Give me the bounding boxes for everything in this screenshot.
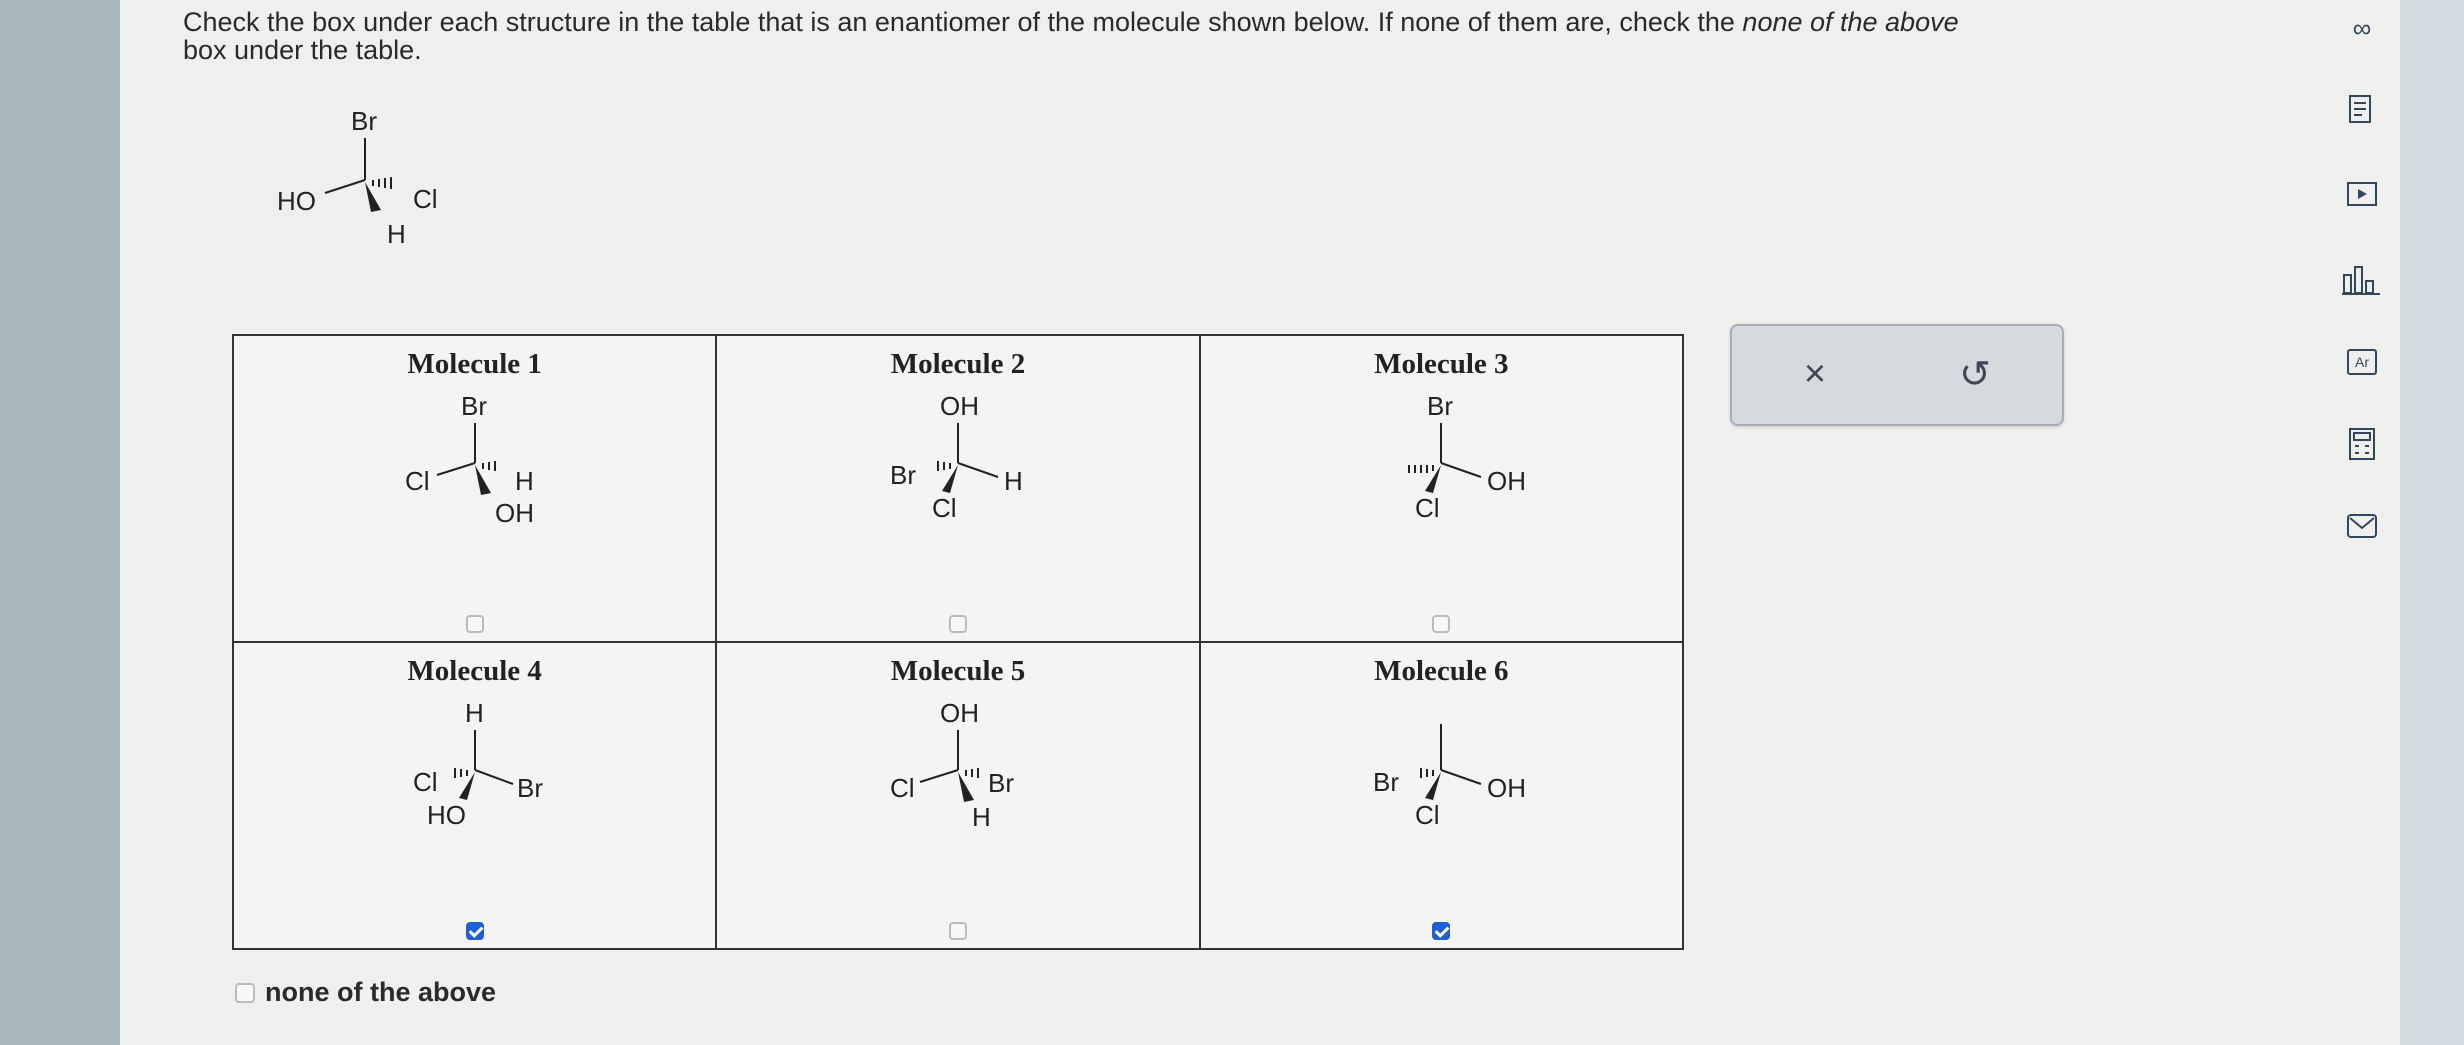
mol5-bottom: H	[971, 802, 991, 832]
undo-button[interactable]	[1947, 346, 2003, 402]
mail-icon[interactable]	[2340, 508, 2384, 544]
mol5-left: Cl	[889, 773, 915, 803]
background-left-strip	[0, 0, 120, 1045]
molecule-3-structure	[1341, 387, 1541, 527]
molecule-3-checkbox[interactable]	[1432, 615, 1450, 633]
molecule-cell-3	[1200, 335, 1683, 642]
calculator-icon-svg	[2347, 427, 2377, 461]
molecule-title-5: Molecule 5	[890, 655, 1026, 687]
answer-actions	[1730, 324, 2064, 426]
mol3-top: Br	[1427, 391, 1454, 421]
molecule-cell-5	[716, 642, 1199, 949]
periodic-table-box	[2347, 349, 2377, 375]
molecule-4-structure	[375, 694, 575, 834]
close-icon: ×	[1803, 352, 1827, 395]
reference-molecule	[265, 100, 485, 260]
mol2-bottom: Cl	[931, 493, 957, 523]
mol4-left: Cl	[412, 767, 438, 797]
none-of-above-checkbox[interactable]	[235, 983, 255, 1003]
periodic-table-label: Ar	[2355, 354, 2369, 370]
molecule-cell-1	[233, 335, 716, 642]
molecule-cell-2	[716, 335, 1199, 642]
video-icon[interactable]	[2340, 176, 2384, 212]
mol1-left: Cl	[404, 466, 430, 496]
molecule-6-checkbox[interactable]	[1432, 922, 1450, 940]
mol6-left: Br	[1373, 767, 1400, 797]
mail-icon-svg	[2346, 512, 2378, 540]
undo-icon: ↺	[1959, 353, 1991, 396]
instructions-text: Check the box under each structure in the table that is an enantiomer of the molecule shown below. If none of them are, check the	[183, 7, 1743, 37]
tool-rail	[2400, 0, 2464, 1045]
mol1-bottom: OH	[494, 498, 534, 527]
molecule-2-checkbox[interactable]	[949, 615, 967, 633]
question-instructions	[183, 8, 2243, 64]
notes-icon-svg	[2347, 94, 2377, 126]
molecule-cell-6	[1200, 642, 1683, 949]
mol4-top: H	[464, 698, 484, 728]
video-icon-svg	[2346, 181, 2378, 207]
mol2-right: H	[1003, 466, 1023, 496]
ref-top-label: Br	[351, 106, 377, 136]
calculator-icon[interactable]	[2340, 426, 2384, 462]
molecule-5-structure	[858, 694, 1058, 834]
molecule-title-2: Molecule 2	[890, 348, 1026, 380]
infinity-icon[interactable]	[2340, 10, 2384, 46]
mol6-right: OH	[1487, 773, 1527, 803]
molecule-5-checkbox[interactable]	[949, 922, 967, 940]
mol1-right: H	[514, 466, 534, 496]
none-of-above-option[interactable]	[235, 977, 496, 1008]
infinity-symbol: ∞	[2352, 12, 2372, 43]
chart-icon[interactable]	[2340, 262, 2384, 298]
molecule-1-structure	[375, 387, 575, 527]
molecule-6-structure	[1341, 694, 1541, 834]
molecule-2-structure	[858, 387, 1058, 527]
molecule-title-6: Molecule 6	[1374, 655, 1509, 687]
mol4-right: Br	[516, 773, 543, 803]
instructions-emphasis: none of the above	[1742, 7, 1959, 37]
mol3-right: OH	[1487, 466, 1527, 496]
molecule-title-1: Molecule 1	[407, 348, 542, 380]
chart-icon-svg	[2342, 263, 2382, 297]
mol4-bottom: HO	[426, 800, 466, 830]
ref-bottom-label: H	[387, 219, 406, 249]
instructions-text-line2: box under the table.	[183, 35, 422, 65]
mol5-right: Br	[987, 768, 1014, 798]
mol1-top: Br	[460, 391, 487, 421]
mol2-top: OH	[939, 391, 979, 421]
mol6-bottom: Cl	[1415, 800, 1440, 830]
mol5-top: OH	[939, 698, 979, 728]
periodic-table-icon[interactable]	[2340, 344, 2384, 380]
notes-icon[interactable]	[2340, 92, 2384, 128]
molecule-table	[232, 334, 1684, 950]
none-of-above-label: none of the above	[265, 977, 497, 1007]
molecule-title-3: Molecule 3	[1374, 348, 1509, 380]
clear-button[interactable]	[1787, 346, 1843, 402]
ref-right-label: Cl	[413, 184, 438, 214]
molecule-cell-4	[233, 642, 716, 949]
molecule-1-checkbox[interactable]	[466, 615, 484, 633]
molecule-title-4: Molecule 4	[407, 655, 542, 687]
ref-left-label: HO	[277, 186, 316, 216]
molecule-4-checkbox[interactable]	[466, 922, 484, 940]
mol2-left: Br	[889, 460, 916, 490]
mol3-bottom: Cl	[1415, 493, 1440, 523]
